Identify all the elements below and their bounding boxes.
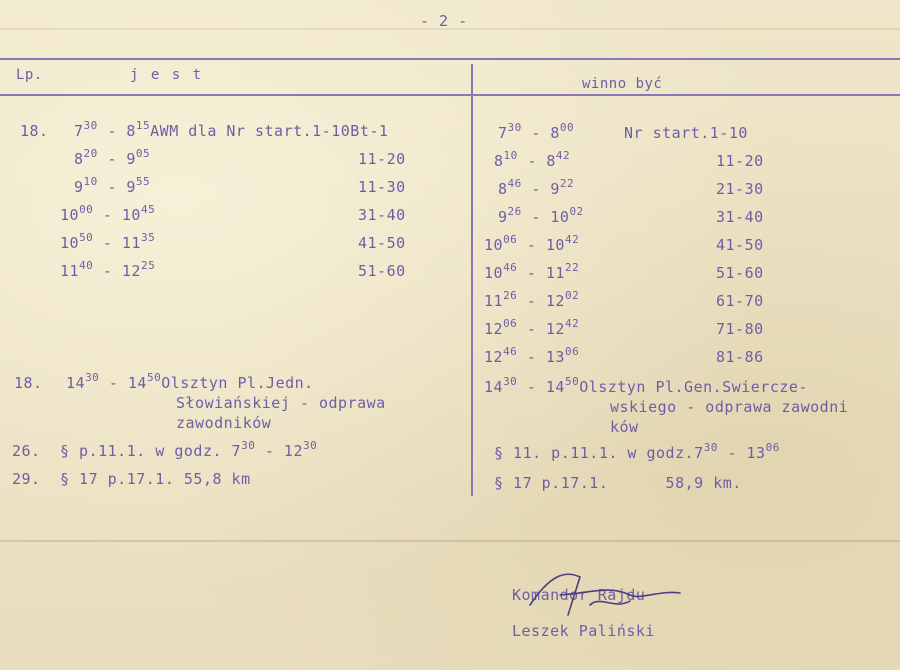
- left-row-number: 26.: [12, 442, 41, 460]
- right-start-range: 81-86: [716, 348, 764, 366]
- left-row-number: 29.: [12, 470, 41, 488]
- right-time-range: $10^{06} - 10^{42}$: [484, 233, 580, 254]
- right-time-range: $12^{46} - 13^{06}$: [484, 345, 580, 366]
- right-location-line: ków: [610, 418, 639, 436]
- right-start-range: 51-60: [716, 264, 764, 282]
- right-start-label: Nr start.1-10: [624, 124, 748, 142]
- right-start-range: 11-20: [716, 152, 764, 170]
- right-start-range: 31-40: [716, 208, 764, 226]
- page-number: - 2 -: [420, 12, 468, 30]
- left-time-range: $14^{30}$ - $14^{50}Olsztyn$ Pl.Jedn.: [66, 371, 314, 392]
- right-start-range: 41-50: [716, 236, 764, 254]
- handwritten-signature: [520, 565, 700, 625]
- right-time-range: $11^{26} - 12^{02}$: [484, 289, 580, 310]
- right-time-range: $7^{30} - 8^{00}$: [498, 121, 575, 142]
- left-time-range: $11^{40} - 12^{25}$: [60, 259, 156, 280]
- left-section-text: § 17 p.17.1. 55,8 km: [60, 470, 251, 488]
- left-row-number: 18.: [14, 374, 43, 392]
- left-time-range: $10^{00} - 10^{45}$: [60, 203, 156, 224]
- left-start-range: 11-30: [358, 178, 406, 196]
- right-location-line: wskiego - odprawa zawodni: [610, 398, 849, 416]
- left-time-range: $9^{10} - 9^{55}$: [74, 175, 151, 196]
- right-section-text: § 17 p.17.1. 58,9 km.: [494, 474, 742, 492]
- right-time-range: $12^{06} - 12^{42}$: [484, 317, 580, 338]
- left-location-line: zawodników: [176, 414, 272, 432]
- right-time-range: $14^{30}$ - $14^{50}Olsztyn$ Pl.Gen.Swiercze-: [484, 375, 808, 396]
- left-time-range: $8^{20} - 9^{05}$: [74, 147, 151, 168]
- right-time-range: $10^{46} - 11^{22}$: [484, 261, 580, 282]
- right-time-range: $8^{46} - 9^{22}$: [498, 177, 575, 198]
- header-lp: Lp.: [16, 67, 43, 83]
- right-time-range: $9^{26} - 10^{02}$: [498, 205, 584, 226]
- header-winno-byc: winno być: [582, 76, 663, 92]
- right-section-text: § 11. p.11.1. w $godz.7^{30} - 13^{06}$: [494, 441, 780, 462]
- signature-name: Leszek Paliński: [512, 622, 655, 640]
- left-section-text: § p.11.1. w godz. $7^{30} - 12^{30}$: [60, 439, 318, 460]
- right-start-range: 61-70: [716, 292, 764, 310]
- left-time-range: $10^{50} - 11^{35}$: [60, 231, 156, 252]
- signature-title: Komandor Rajdu: [512, 586, 646, 604]
- paper-fold: [0, 540, 900, 542]
- left-start-range: 51-60: [358, 262, 406, 280]
- left-start-range: 11-20: [358, 150, 406, 168]
- right-start-range: 21-30: [716, 180, 764, 198]
- column-divider: [471, 64, 473, 496]
- right-start-range: 71-80: [716, 320, 764, 338]
- table-header-rule: [0, 94, 900, 96]
- left-row-number: 18.: [20, 122, 49, 140]
- right-time-range: $8^{10} - 8^{42}$: [494, 149, 571, 170]
- table-top-rule: [0, 58, 900, 60]
- left-start-range: 31-40: [358, 206, 406, 224]
- left-time-range: $7^{30} - 8^{15}AWM$ dla Nr start.1-10Bt-1: [74, 119, 389, 140]
- left-location-line: Słowiańskiej - odprawa: [176, 394, 386, 412]
- left-start-range: 41-50: [358, 234, 406, 252]
- header-jest: j e s t: [130, 67, 204, 83]
